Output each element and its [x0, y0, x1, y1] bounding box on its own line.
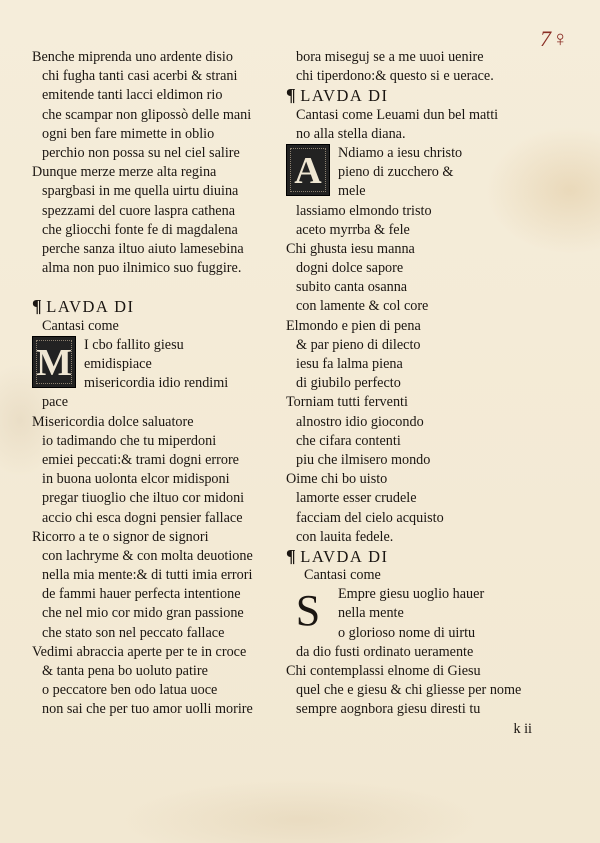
lauda-heading: ¶ LAVDA DI: [286, 85, 389, 106]
verse-line: chi fugha tanti casi acerbi & strani: [42, 68, 238, 85]
verse-line: lassiamo elmondo tristo: [296, 202, 432, 219]
verse-line: de fammi hauer perfecta intentione: [42, 586, 241, 603]
verse-line: che nel mio cor mido gran passione: [42, 605, 244, 622]
verse-line: che gliocchi fonte fe di magdalena: [42, 221, 238, 238]
verse-line: non sai che per tuo amor uolli morire: [42, 701, 253, 718]
verse-line: perche sanza iltuo aiuto lamesebina: [42, 240, 244, 257]
verse-line: misericordia idio rendimi: [84, 375, 229, 392]
verse-line: alma non puo ilnimico suo fuggire.: [42, 260, 242, 277]
verse-line: pregar tiuoglio che iltuo cor midoni: [42, 490, 245, 507]
tune-line: Cantasi come Leuami dun bel matti: [296, 106, 499, 123]
decorated-initial: M: [32, 336, 76, 388]
verse-line: spargbasi in me quella uirtu diuina: [42, 183, 239, 200]
verse-line: Oime chi bo uisto: [286, 471, 388, 488]
verse-line: & tanta pena bo uoluto patire: [42, 663, 208, 679]
decorated-initial: A: [286, 144, 330, 196]
verse-line: Torniam tutti ferventi: [286, 394, 408, 411]
verse-line: mele: [338, 183, 366, 200]
verse-line: con lamente & col core: [296, 298, 429, 315]
verse-line: pieno di zucchero &: [338, 164, 454, 181]
verse-line: con lachryme & con molta deuotione: [42, 547, 253, 564]
verse-line: accio chi esca dogni pensier fallace: [42, 509, 243, 526]
left-column: [32, 48, 282, 720]
verse-line: di giubilo perfecto: [296, 375, 401, 392]
verse-line: emiei peccati:& trami dogni errore: [42, 451, 239, 468]
verse-line: aceto myrrba & fele: [296, 221, 410, 238]
verse-line: Elmondo e pien di pena: [286, 317, 421, 334]
initial-block: [286, 585, 536, 643]
right-column: [286, 48, 536, 739]
verse-line: in buona uolonta elcor midisponi: [42, 471, 230, 488]
verse-line: emitende tanti lacci eldimon rio: [42, 87, 223, 104]
signature-mark: k ii: [513, 720, 532, 737]
initial-block: [32, 336, 282, 394]
verse-line: chi tiperdono:& questo si e uerace.: [296, 68, 494, 85]
verse-line: subito canta osanna: [296, 279, 408, 296]
pilcrow-icon: ¶: [286, 545, 298, 566]
verse-line: ogni ben fare mimette in oblio: [42, 125, 215, 142]
tune-line: Cantasi come: [42, 317, 119, 334]
pilcrow-icon: ¶: [286, 85, 298, 106]
verse-line: Benche miprenda uno ardente disio: [32, 49, 233, 65]
pilcrow-icon: ¶: [32, 296, 44, 317]
verse-line: Chi contemplassi elnome di Giesu: [286, 663, 481, 679]
verse-line: Vedimi abraccia aperte per te in croce: [32, 643, 247, 660]
verse-line: nella mente: [338, 605, 404, 622]
verse-line: che scampar non glipossò delle mani: [42, 106, 252, 123]
verse-line: o glorioso nome di uirtu: [338, 624, 476, 641]
lauda-heading: ¶ LAVDA DI: [286, 545, 389, 566]
verse-line: facciam del cielo acquisto: [296, 509, 444, 526]
verse-line: spezzami del cuore laspra cathena: [42, 202, 235, 219]
verse-line: che cifara contenti: [296, 432, 401, 449]
verse-line: con lauita fedele.: [296, 528, 394, 545]
verse-line: da dio fusti ordinato ueramente: [296, 643, 474, 660]
verse-line: Misericordia dolce saluatore: [32, 413, 194, 430]
initial-block: [286, 144, 536, 202]
verse-line: Ndiamo a iesu christo: [338, 144, 463, 161]
verse-line: Dunque merze merze alta regina: [32, 164, 217, 181]
lauda-heading: ¶ LAVDA DI: [32, 296, 135, 317]
verse-line: Chi ghusta iesu manna: [286, 240, 415, 257]
tune-line: no alla stella diana.: [296, 125, 406, 142]
verse-line: lamorte esser crudele: [296, 490, 417, 507]
verse-line: io tadimando che tu miperdoni: [42, 432, 217, 449]
verse-line: bora miseguj se a me uuoi uenire: [296, 49, 484, 65]
verse-line: o peccatore ben odo latua uoce: [42, 682, 218, 699]
verse-line: alnostro idio giocondo: [296, 413, 424, 430]
verse-line: dogni dolce sapore: [296, 260, 404, 277]
verse-line: pace: [42, 394, 68, 411]
verse-line: Ricorro a te o signor de signori: [32, 528, 209, 545]
verse-line: che stato son nel peccato fallace: [42, 624, 225, 641]
folio-number: 7♀: [540, 26, 570, 51]
verse-line: Empre giesu uoglio hauer: [338, 586, 485, 603]
verse-line: piu che ilmisero mondo: [296, 451, 431, 468]
verse-line: quel che e giesu & chi gliesse per nome: [296, 682, 522, 699]
verse-line: emidispiace: [84, 356, 152, 372]
verse-line: nella mia mente:& di tutti imia errori: [42, 567, 253, 584]
verse-line: I cbo fallito giesu: [84, 336, 184, 353]
tune-line: Cantasi come: [304, 567, 381, 584]
verse-line: perchio non possa su nel ciel salire: [42, 144, 240, 161]
verse-line: iesu fa lalma piena: [296, 356, 403, 372]
verse-line: & par pieno di dilecto: [296, 336, 421, 353]
decorated-initial: S: [295, 586, 321, 636]
verse-line: sempre aognbora giesu diresti tu: [296, 701, 481, 718]
